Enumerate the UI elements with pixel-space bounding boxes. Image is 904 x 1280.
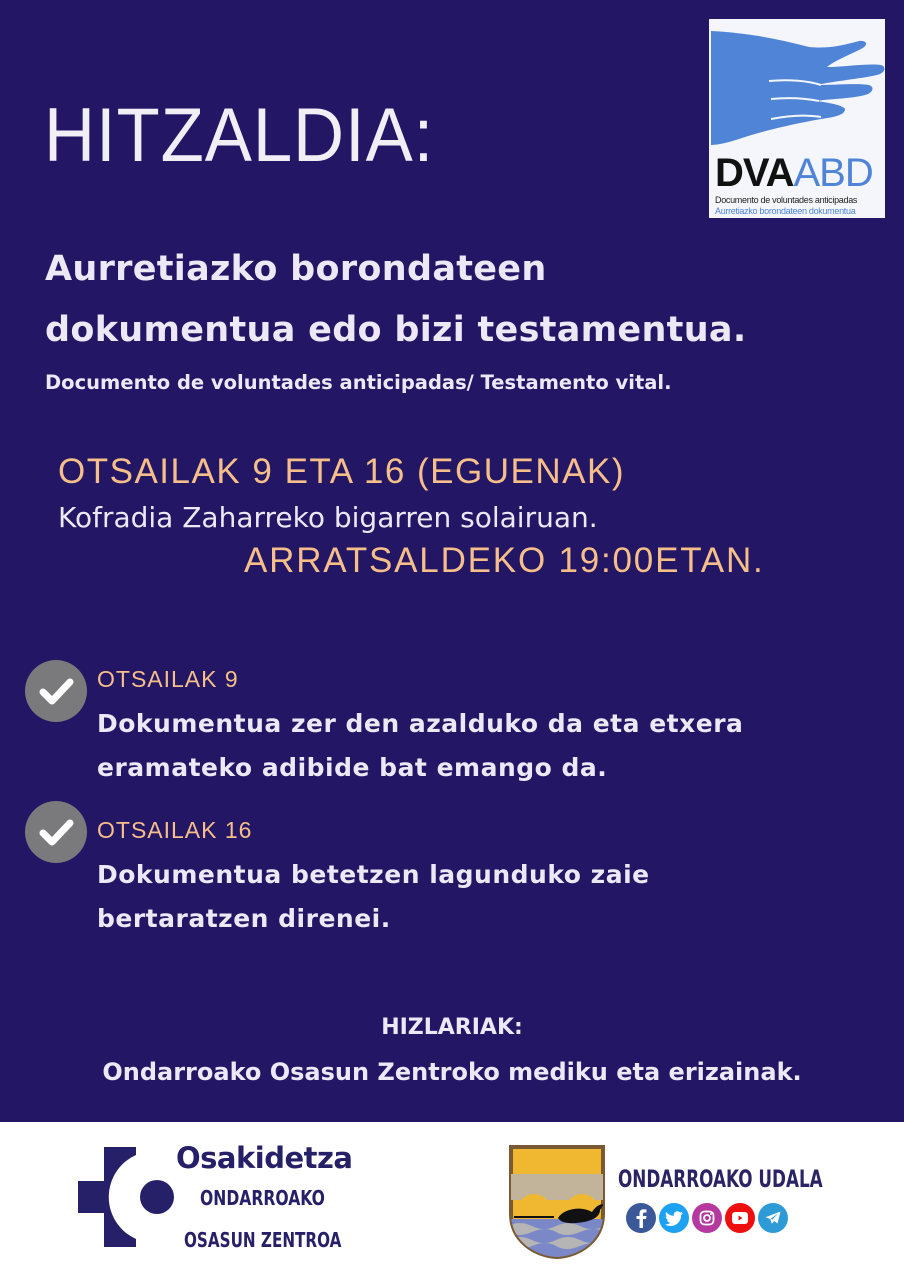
osakidetza-line-1: ONDARROAKO (200, 1186, 325, 1210)
osakidetza-line-2: OSASUN ZENTROA (184, 1228, 342, 1252)
page-title: HITZALDIA: (44, 93, 435, 178)
subtitle-spanish: Documento de voluntades anticipadas/ Testamento vital. (45, 371, 672, 394)
facebook-icon[interactable] (626, 1203, 656, 1233)
subtitle-line-2: dokumentua edo bizi testamentua. (45, 310, 747, 350)
session-2-line-2: bertaratzen direnei. (97, 904, 391, 933)
session-1-text (97, 702, 877, 790)
social-icons (626, 1203, 788, 1233)
session-1-date: OTSAILAK 9 (97, 666, 239, 692)
instagram-icon[interactable] (692, 1203, 722, 1233)
session-2-text (97, 853, 877, 941)
osakidetza-name: Osakidetza (176, 1141, 353, 1175)
dva-abd-logo (709, 19, 885, 218)
dva-tagline-es: Documento de voluntades anticipadas (715, 195, 858, 205)
subtitle-line-1: Aurretiazko borondateen (45, 249, 547, 289)
session-2-date: OTSAILAK 16 (97, 817, 253, 843)
dva-abd-wordmark: DVAABD (715, 151, 873, 195)
event-dates: OTSAILAK 9 ETA 16 (EGUENAK) (58, 452, 625, 491)
ondarroako-udala-name: ONDARROAKO UDALA (618, 1165, 823, 1193)
youtube-icon[interactable] (725, 1203, 755, 1233)
session-2-line-1: Dokumentua betetzen lagunduko zaie (97, 860, 650, 889)
session-1-line-1: Dokumentua zer den azalduko da eta etxera (97, 709, 744, 738)
event-time: ARRATSALDEKO 19:00ETAN. (244, 541, 765, 580)
ondarroa-coat-of-arms-icon (508, 1144, 606, 1260)
speakers-heading: HIZLARIAK: (381, 1015, 523, 1040)
hand-icon (709, 19, 885, 154)
twitter-icon[interactable] (659, 1203, 689, 1233)
speakers-text: Ondarroako Osasun Zentroko mediku eta erizainak. (102, 1058, 802, 1086)
dva-tagline-eu: Aurretiazko borondateen dokumentua (715, 206, 856, 216)
session-1-line-2: eramateko adibide bat emango da. (97, 753, 608, 782)
check-icon (25, 801, 87, 863)
check-icon (25, 660, 87, 722)
telegram-icon[interactable] (758, 1203, 788, 1233)
event-place: Kofradia Zaharreko bigarren solairuan. (58, 501, 598, 534)
osakidetza-logo-icon (78, 1147, 178, 1247)
